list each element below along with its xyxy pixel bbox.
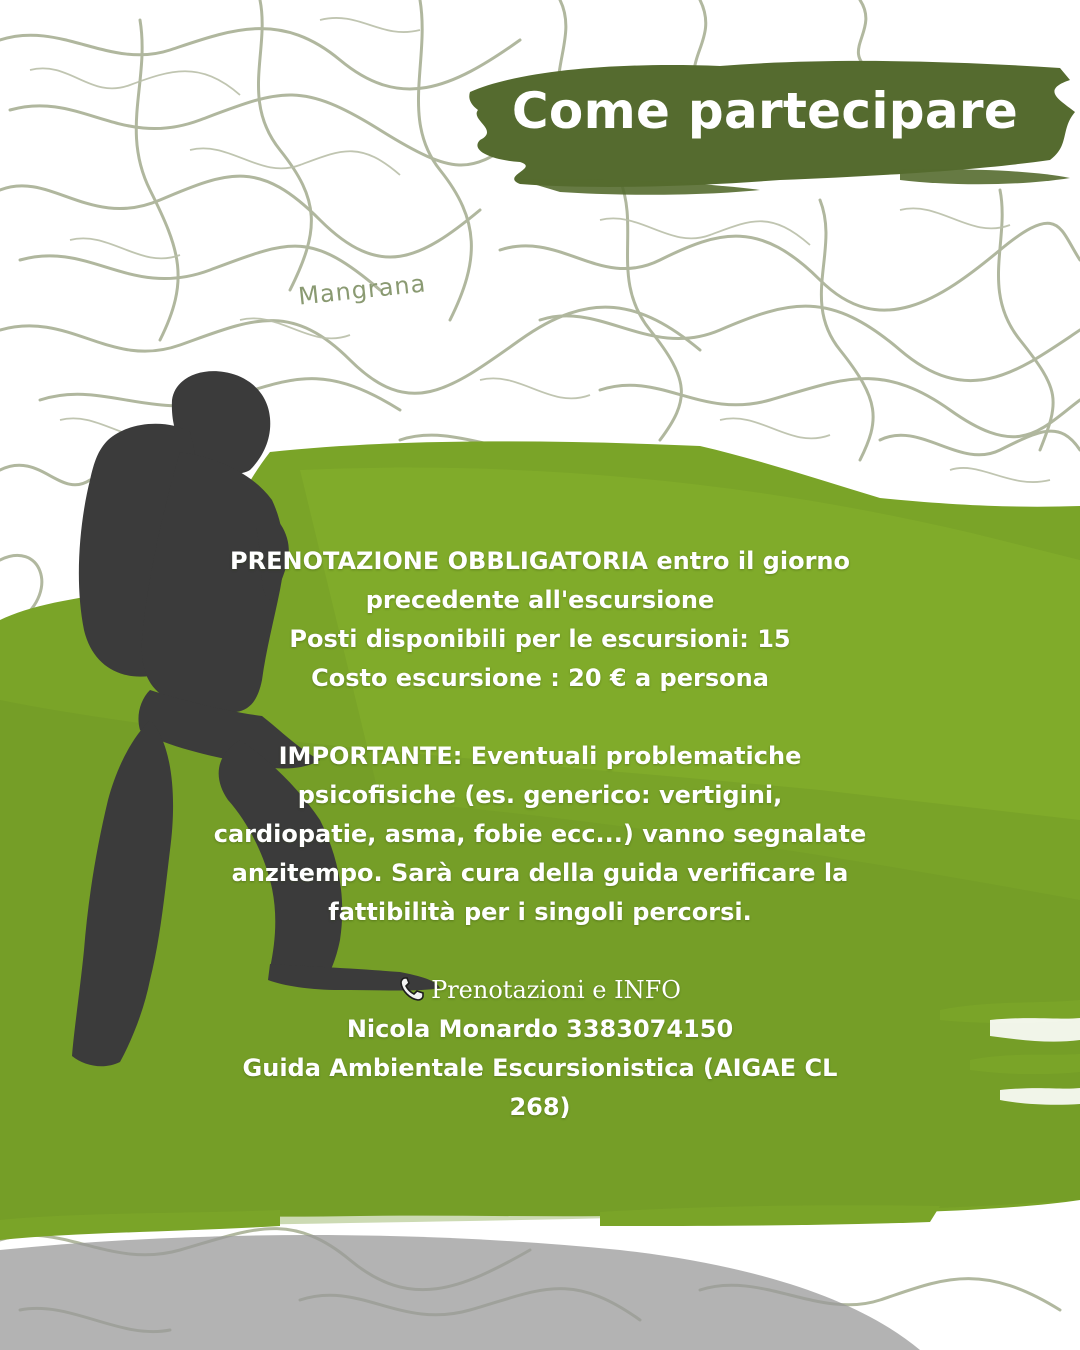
guide-role-line-1: Guida Ambientale Escursionistica (AIGAE CL [242,1054,838,1082]
map-place-label: Mangrana [296,269,428,311]
available-spots: Posti disponibili per le escursioni: 15 [289,625,791,653]
phone-icon [399,975,427,1001]
contact-label: Prenotazioni e INFO [431,976,681,1004]
important-line-3: cardiopatie, asma, fobie ecc...) vanno segnalate [213,820,867,848]
important-line-2: psicofisiche (es. generico: vertigini, [297,781,783,809]
contact-label-line [130,971,950,1010]
spacer [130,698,950,737]
important-line-4: anzitempo. Sarà cura della guida verificare la [231,859,849,887]
booking-headline-rest: entro il giorno [648,547,850,575]
important-line-1: IMPORTANTE: Eventuali problematiche [278,742,802,770]
page-title: Come partecipare [511,82,1019,140]
booking-headline-strong: PRENOTAZIONE OBBLIGATORIA [230,547,648,575]
booking-deadline-line: precedente all'escursione [365,586,715,614]
contact-name-phone: Nicola Monardo 3383074150 [346,1015,734,1043]
bottom-grey-shadow [0,1235,920,1350]
important-line-5: fattibilità per i singoli percorsi. [328,898,752,926]
info-text-block [130,542,950,1127]
guide-role-line-2: 268) [509,1093,571,1121]
spacer [130,932,950,971]
excursion-cost: Costo escursione : 20 € a persona [311,664,769,692]
booking-headline [130,542,950,581]
